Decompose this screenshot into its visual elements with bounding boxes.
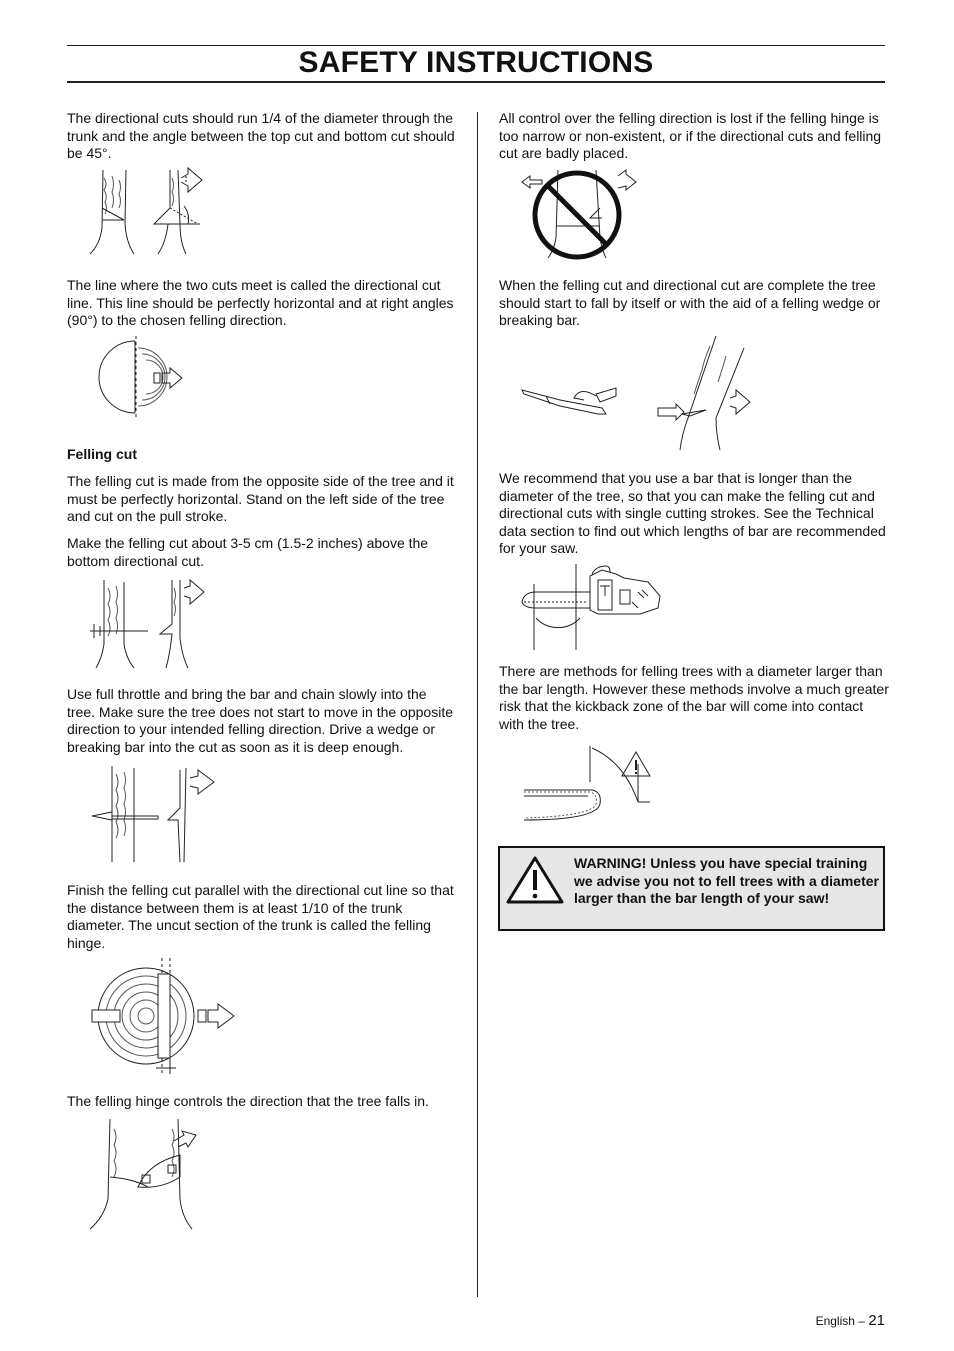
figure-wedge-insertion: [90, 764, 218, 864]
footer-dash: –: [858, 1314, 865, 1328]
page-title: SAFETY INSTRUCTIONS: [298, 46, 654, 79]
warning-triangle-icon: [506, 856, 564, 904]
paragraph-hinge-controls: The felling hinge controls the direction that the tree falls in.: [67, 1093, 429, 1109]
header-bottom-rule: [67, 81, 885, 83]
figure-directional-cuts: [88, 168, 223, 256]
figure-kickback-zone: [522, 744, 657, 826]
figure-felling-hinge-direction: [88, 1117, 203, 1232]
paragraph-full-throttle: Use full throttle and bring the bar and chain slowly into the tree. Make sure the tree does not start to move in the opposite direction to your intended felling direction. Drive a wedge or breaking bar into the cut as soon as it is deep enough.: [67, 686, 453, 755]
page-number: 21: [868, 1312, 885, 1329]
paragraph-control-lost: All control over the felling direction is lost if the felling hinge is too narrow or non-existent, or if the directional cuts and felling cut are badly placed.: [499, 110, 882, 161]
paragraph-felling-hinge: Finish the felling cut parallel with the directional cut line so that the distance between them is at least 1/10 of the trunk diameter. The uncut section of the trunk is called the felling hinge.: [67, 882, 454, 951]
footer-language: English: [815, 1314, 855, 1328]
paragraph-larger-diameter-risk: There are methods for felling trees with a diameter larger than the bar length. However these methods involve a much greater risk that the kickback zone of the bar will come into contact with the tree.: [499, 663, 889, 732]
figure-incorrect-cuts-prohibited: [520, 168, 640, 260]
warning-box: [498, 846, 885, 931]
page-footer: [816, 1312, 885, 1329]
felling-cut-heading: Felling cut: [67, 446, 137, 462]
figure-directional-cut-line: [90, 336, 190, 418]
paragraph-felling-cut-height: Make the felling cut about 3-5 cm (1.5-2 inches) above the bottom directional cut.: [67, 535, 429, 569]
figure-felling-hinge-top-view: [90, 958, 240, 1076]
paragraph-felling-cut: The felling cut is made from the opposite side of the tree and it must be perfectly horizontal. Stand on the left side of the tree and cut on the pull stroke.: [67, 473, 454, 524]
paragraph-tree-should-fall: When the felling cut and directional cut are complete the tree should start to fall by itself or with the aid of a felling wedge or breaking bar.: [499, 277, 881, 328]
figure-wedge-and-breaking-bar: [520, 334, 760, 454]
paragraph-directional-cuts: The directional cuts should run 1/4 of the diameter through the trunk and the angle between the top cut and bottom cut should be 45°.: [67, 110, 455, 161]
warning-text: WARNING! Unless you have special training we advise you not to fell trees with a diameter larger than the bar length of your saw!: [574, 855, 879, 906]
paragraph-directional-cut-line: The line where the two cuts meet is called the directional cut line. This line should be perfectly horizontal and at right angles (90°) to the chosen felling direction.: [67, 277, 454, 328]
figure-chainsaw-bar-vs-tree: [520, 562, 665, 652]
column-divider: [477, 112, 478, 1297]
figure-felling-cut-height: [88, 578, 218, 670]
paragraph-bar-length-recommendation: We recommend that you use a bar that is longer than the diameter of the tree, so that you can make the felling cut and directional cuts with single cutting strokes. See the Technical data section to find out which lengths of bar are recommended for your saw.: [499, 470, 886, 556]
